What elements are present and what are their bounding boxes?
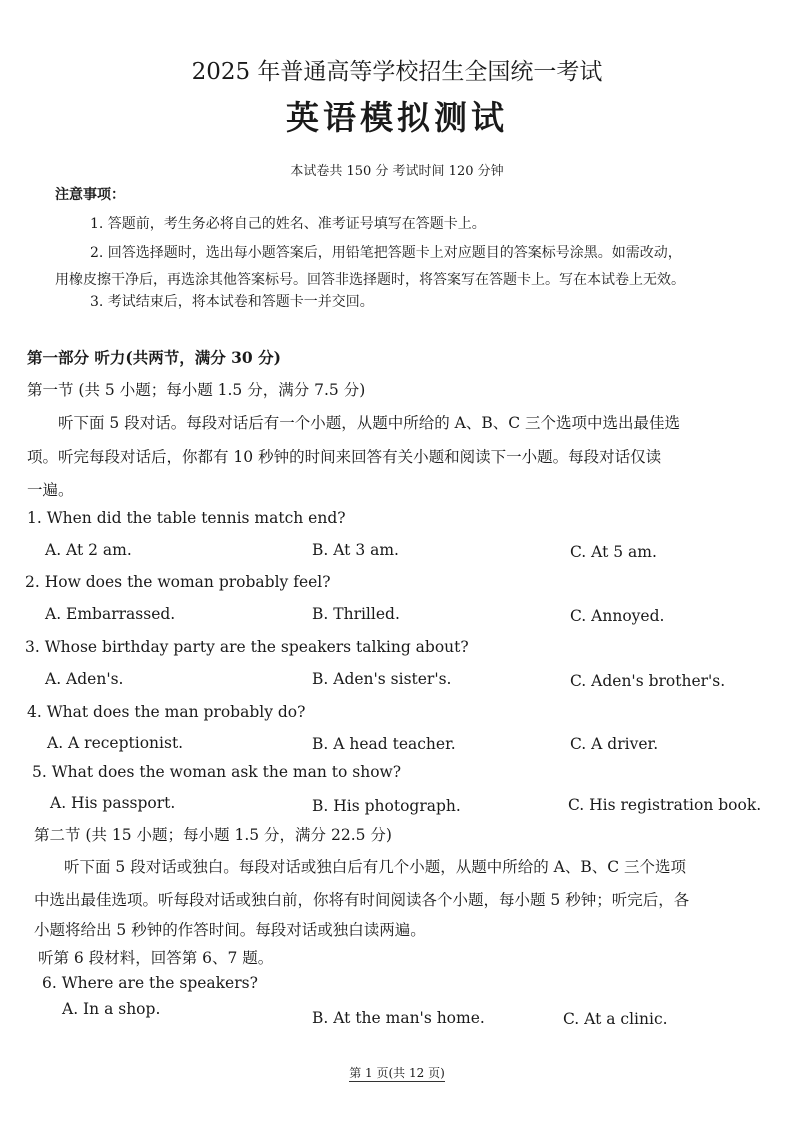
notice-title: 注意事项： — [55, 187, 125, 203]
question-6-option-c: C. At a clinic. — [563, 1010, 668, 1028]
exam-title: 2025 年普通高等学校招生全国统一考试 — [191, 59, 603, 85]
question-3-option-b: B. Aden's sister's. — [312, 670, 452, 688]
question-5: 5. What does the woman ask the man to show? — [32, 763, 402, 781]
notice-item-3: 3. 考试结束后，将本试卷和答题卡一并交回。 — [90, 294, 374, 310]
question-1-option-a: A. At 2 am. — [45, 541, 132, 559]
question-5-option-c: C. His registration book. — [568, 796, 762, 814]
question-3: 3. Whose birthday party are the speakers talking about? — [25, 638, 469, 656]
page-number: 第 1 页(共 12 页) — [349, 1066, 445, 1080]
question-2-option-c: C. Annoyed. — [570, 607, 665, 625]
question-2-option-a: A. Embarrassed. — [45, 605, 176, 623]
section-1-instruction-line-2: 项。听完每段对话后，你都有 10 秒钟的时间来回答有关小题和阅读下一小题。每段对话仅读 — [27, 448, 662, 466]
page-footer — [0, 1064, 794, 1081]
question-5-option-b: B. His photograph. — [312, 797, 461, 815]
question-5-option-a: A. His passport. — [50, 794, 176, 812]
question-2-option-b: B. Thrilled. — [312, 605, 400, 623]
section-2-heading: 第二节 (共 15 小题；每小题 1.5 分，满分 22.5 分) — [34, 826, 392, 844]
section-2-instruction-line-1: 听下面 5 段对话或独白。每段对话或独白后有几个小题，从题中所给的 A、B、C 三个选项 — [64, 858, 687, 876]
question-4-option-a: A. A receptionist. — [47, 734, 184, 752]
section-2-instruction-line-3: 小题将给出 5 秒钟的作答时间。每段对话或独白读两遍。 — [34, 921, 426, 939]
question-1-option-c: C. At 5 am. — [570, 543, 657, 561]
exam-subtitle: 英语模拟测试 — [286, 98, 508, 137]
notice-item-2-line-1: 2. 回答选择题时，选出每小题答案后，用铅笔把答题卡上对应题目的答案标号涂黑。如需改动， — [90, 245, 682, 261]
part-1-heading: 第一部分 听力(共两节，满分 30 分) — [27, 348, 281, 367]
material-6-instruction: 听第 6 段材料，回答第 6、7 题。 — [38, 949, 274, 967]
question-4-option-c: C. A driver. — [570, 735, 659, 753]
question-1-option-b: B. At 3 am. — [312, 541, 399, 559]
question-4: 4. What does the man probably do? — [27, 703, 306, 721]
question-6: 6. Where are the speakers? — [42, 974, 258, 992]
question-3-option-a: A. Aden's. — [45, 670, 124, 688]
question-6-option-a: A. In a shop. — [62, 1000, 161, 1018]
question-2: 2. How does the woman probably feel? — [25, 573, 331, 591]
question-4-option-b: B. A head teacher. — [312, 735, 456, 753]
question-1: 1. When did the table tennis match end? — [27, 509, 346, 527]
question-6-option-b: B. At the man's home. — [312, 1009, 485, 1027]
section-2-instruction-line-2: 中选出最佳选项。听每段对话或独白前，你将有时间阅读各个小题，每小题 5 秒钟；听完后，各 — [34, 891, 690, 909]
section-1-instruction-line-1: 听下面 5 段对话。每段对话后有一个小题，从题中所给的 A、B、C 三个选项中选出最佳选 — [58, 414, 681, 432]
section-1-instruction-line-3: 一遍。 — [27, 481, 74, 499]
question-3-option-c: C. Aden's brother's. — [570, 672, 726, 690]
section-1-heading: 第一节 (共 5 小题；每小题 1.5 分，满分 7.5 分) — [27, 381, 366, 399]
notice-item-2-line-2: 用橡皮擦干净后，再选涂其他答案标号。回答非选择题时，将答案写在答题卡上。写在本试卷上无效。 — [55, 272, 685, 288]
exam-info: 本试卷共 150 分 考试时间 120 分钟 — [290, 164, 504, 179]
notice-item-1: 1. 答题前，考生务必将自己的姓名、准考证号填写在答题卡上。 — [90, 216, 486, 232]
